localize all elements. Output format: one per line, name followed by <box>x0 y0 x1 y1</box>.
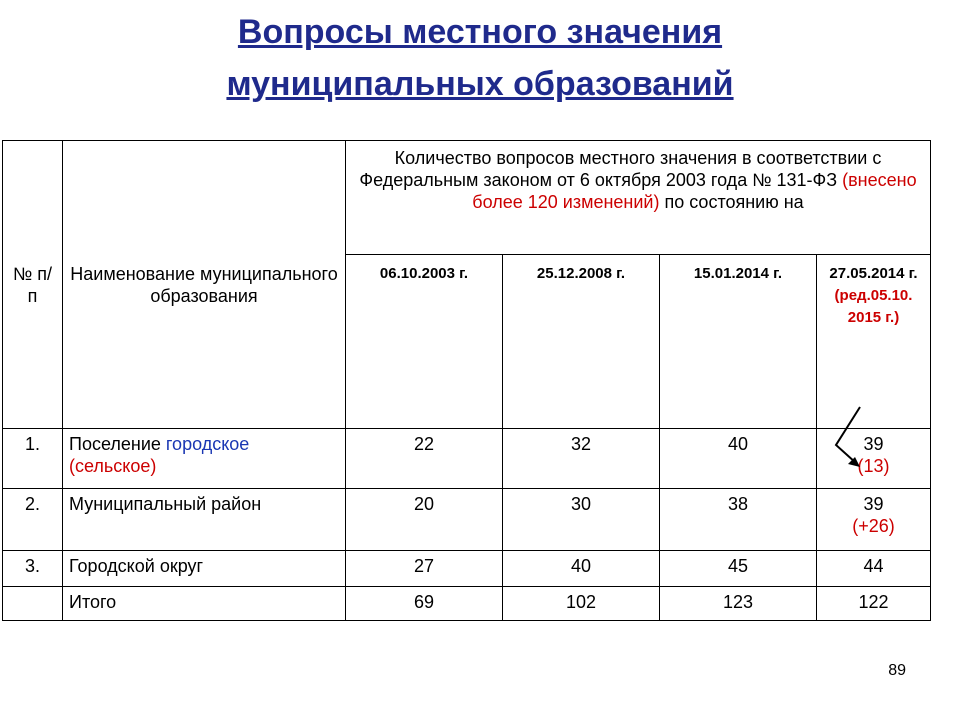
title-line-1: Вопросы местного значения <box>237 13 723 51</box>
row-value: 38 <box>660 489 817 551</box>
date-col-3: 15.01.2014 г. <box>660 255 817 429</box>
row-num: 1. <box>3 429 63 489</box>
row-num: 2. <box>3 489 63 551</box>
table-row <box>3 489 931 551</box>
date-col-2: 25.12.2008 г. <box>503 255 660 429</box>
row-value <box>817 489 931 551</box>
table-row <box>3 551 931 587</box>
arrow-icon <box>818 405 868 470</box>
table-total-row <box>3 587 931 621</box>
row-value: 40 <box>503 551 660 587</box>
title-line-2: муниципальных образований <box>226 65 734 103</box>
header-count-prefix: Количество вопросов местного значения в соответствии с Федеральным законом от 6 октября 2003 года № 131-ФЗ <box>359 148 882 190</box>
row-name: Итого <box>63 587 346 621</box>
date-col-4 <box>817 255 931 429</box>
header-count <box>346 141 931 255</box>
date-col-4-note: (ред.05.10. 2015 г.) <box>834 287 913 326</box>
row-value-note: (+26) <box>852 516 895 536</box>
row-value: 27 <box>346 551 503 587</box>
date-col-4-date: 27.05.2014 г. <box>829 265 918 282</box>
row-value: 122 <box>817 587 931 621</box>
header-count-suffix: по состоянию на <box>659 192 804 212</box>
row-name <box>63 429 346 489</box>
row-value: 30 <box>503 489 660 551</box>
row-value: 69 <box>346 587 503 621</box>
page-number: 89 <box>888 662 906 679</box>
row-value: 20 <box>346 489 503 551</box>
header-count-changes: (внесено более 120 изменений) <box>472 170 917 212</box>
row-value: 102 <box>503 587 660 621</box>
row-name: Городской округ <box>63 551 346 587</box>
row-value: 44 <box>817 551 931 587</box>
row-num <box>3 587 63 621</box>
row-value-main: 39 <box>863 494 884 514</box>
row-value: 22 <box>346 429 503 489</box>
row-name-urban: городское <box>165 434 250 454</box>
row-value: 40 <box>660 429 817 489</box>
header-num: № п/п <box>3 141 63 429</box>
questions-table <box>2 140 931 621</box>
row-value: 123 <box>660 587 817 621</box>
table-row <box>3 429 931 489</box>
date-col-1: 06.10.2003 г. <box>346 255 503 429</box>
table-header-row <box>3 141 931 255</box>
row-name-text: Поселение <box>69 434 166 454</box>
row-value: 32 <box>503 429 660 489</box>
row-name: Муниципальный район <box>63 489 346 551</box>
row-value-note: (13) <box>857 456 890 476</box>
header-name: Наименование муниципального образования <box>63 141 346 429</box>
row-num: 3. <box>3 551 63 587</box>
row-value: 45 <box>660 551 817 587</box>
row-name-rural: (сельское) <box>69 456 157 476</box>
row-value-main: 39 <box>863 434 884 454</box>
page-title <box>0 6 960 110</box>
